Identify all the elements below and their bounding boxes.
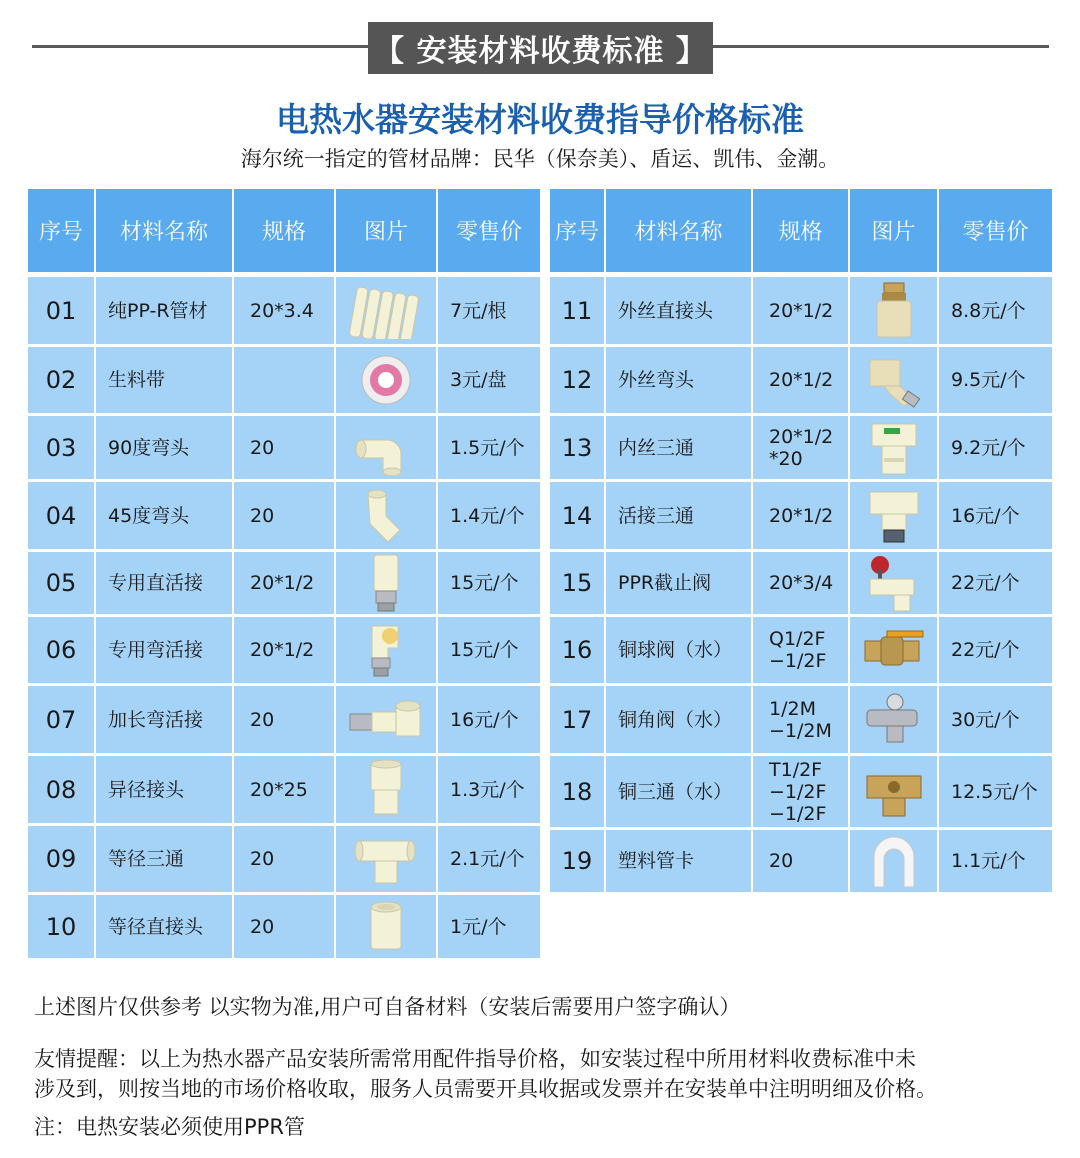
material-name: 异径接头 — [96, 756, 234, 826]
section-banner: 【 安装材料收费标准 】 — [368, 22, 713, 74]
row-number: 06 — [28, 617, 96, 686]
row-number: 04 — [28, 482, 96, 552]
header-spec: 规格 — [753, 189, 850, 277]
material-spec: 20*1/2 — [753, 277, 850, 347]
reference-note: 上述图片仅供参考 以实物为准,用户可自备材料（安装后需要用户签字确认） — [34, 995, 741, 1019]
table-row — [550, 830, 1052, 895]
header-spec: 规格 — [234, 189, 336, 277]
row-number: 13 — [550, 416, 606, 482]
material-spec: 20*1/2 — [234, 552, 336, 617]
material-spec: 20*25 — [234, 756, 336, 826]
footnote: 注：电热安装必须使用PPR管 — [34, 1115, 305, 1139]
row-number: 03 — [28, 416, 96, 482]
retail-price: 1.1元/个 — [939, 830, 1052, 895]
elbow-45-icon — [336, 482, 438, 552]
row-number: 15 — [550, 552, 606, 617]
table-row — [28, 686, 540, 756]
row-number: 19 — [550, 830, 606, 895]
material-spec: 20*1/2 — [753, 347, 850, 416]
retail-price: 9.2元/个 — [939, 416, 1052, 482]
ball-valve-icon — [850, 617, 939, 686]
material-spec: 20*3.4 — [234, 277, 336, 347]
material-name: 铜角阀（水） — [606, 686, 753, 756]
male-coupling-icon — [850, 277, 939, 347]
material-spec: 20*1/2 — [234, 617, 336, 686]
table-row — [28, 756, 540, 826]
retail-price: 12.5元/个 — [939, 756, 1052, 830]
table-row — [550, 347, 1052, 416]
retail-price: 16元/个 — [939, 482, 1052, 552]
price-table-right-body — [550, 277, 1052, 895]
stop-valve-icon — [850, 552, 939, 617]
material-spec: 20*1/2 *20 — [753, 416, 850, 482]
row-number: 08 — [28, 756, 96, 826]
material-spec: 20 — [234, 686, 336, 756]
pipe-clip-icon — [850, 830, 939, 895]
material-name: 生料带 — [96, 347, 234, 416]
coupling-icon — [336, 895, 438, 961]
row-number: 02 — [28, 347, 96, 416]
angle-valve-icon — [850, 686, 939, 756]
row-number: 07 — [28, 686, 96, 756]
retail-price: 30元/个 — [939, 686, 1052, 756]
material-spec: 20*3/4 — [753, 552, 850, 617]
material-spec: 20 — [234, 482, 336, 552]
table-row — [28, 617, 540, 686]
header-name: 材料名称 — [606, 189, 753, 277]
material-spec: 20 — [234, 895, 336, 961]
header-name: 材料名称 — [96, 189, 234, 277]
elbow-union-icon — [336, 617, 438, 686]
retail-price: 8.8元/个 — [939, 277, 1052, 347]
elbow-90-icon — [336, 416, 438, 482]
material-name: 外丝直接头 — [606, 277, 753, 347]
table-row — [28, 347, 540, 416]
material-name: 专用直活接 — [96, 552, 234, 617]
table-row — [28, 552, 540, 617]
material-name: 外丝弯头 — [606, 347, 753, 416]
table-row — [28, 416, 540, 482]
retail-price: 3元/盘 — [438, 347, 540, 416]
material-name: PPR截止阀 — [606, 552, 753, 617]
reminder-line-1: 友情提醒：以上为热水器产品安装所需常用配件指导价格，如安装过程中所用材料收费标准中未 — [34, 1047, 916, 1071]
table-header-row — [28, 189, 540, 277]
price-table-left-body — [28, 277, 540, 961]
material-name: 90度弯头 — [96, 416, 234, 482]
row-number: 17 — [550, 686, 606, 756]
pipe-icon — [336, 277, 438, 347]
row-number: 12 — [550, 347, 606, 416]
table-row — [550, 552, 1052, 617]
material-name: 等径三通 — [96, 826, 234, 895]
material-name: 内丝三通 — [606, 416, 753, 482]
table-row — [550, 482, 1052, 552]
row-number: 14 — [550, 482, 606, 552]
material-spec: T1/2F −1/2F −1/2F — [753, 756, 850, 830]
header-image: 图片 — [850, 189, 939, 277]
tee-icon — [336, 826, 438, 895]
material-spec: 20 — [234, 416, 336, 482]
material-name: 专用弯活接 — [96, 617, 234, 686]
retail-price: 1.5元/个 — [438, 416, 540, 482]
retail-price: 22元/个 — [939, 617, 1052, 686]
material-spec: 1/2M −1/2M — [753, 686, 850, 756]
row-number: 05 — [28, 552, 96, 617]
material-spec: 20*1/2 — [753, 482, 850, 552]
male-elbow-icon — [850, 347, 939, 416]
material-name: 45度弯头 — [96, 482, 234, 552]
price-table-right — [550, 189, 1052, 895]
page-title: 电热水器安装材料收费指导价格标准 — [276, 100, 804, 139]
tape-icon — [336, 347, 438, 416]
row-number: 10 — [28, 895, 96, 961]
retail-price: 1元/个 — [438, 895, 540, 961]
header-price: 零售价 — [939, 189, 1052, 277]
retail-price: 2.1元/个 — [438, 826, 540, 895]
header-price: 零售价 — [438, 189, 540, 277]
table-row — [28, 482, 540, 552]
table-header-row — [550, 189, 1052, 277]
material-name: 塑料管卡 — [606, 830, 753, 895]
retail-price: 1.4元/个 — [438, 482, 540, 552]
material-name: 活接三通 — [606, 482, 753, 552]
retail-price: 1.3元/个 — [438, 756, 540, 826]
row-number: 09 — [28, 826, 96, 895]
table-row — [28, 826, 540, 895]
retail-price: 15元/个 — [438, 552, 540, 617]
material-name: 加长弯活接 — [96, 686, 234, 756]
material-spec — [234, 347, 336, 416]
table-row — [550, 277, 1052, 347]
reminder-line-2: 涉及到，则按当地的市场价格收取，服务人员需要开具收据或发票并在安装单中注明明细及价格。 — [34, 1077, 937, 1101]
row-number: 18 — [550, 756, 606, 830]
banner-line-right — [713, 45, 1049, 48]
header-image: 图片 — [336, 189, 438, 277]
material-spec: 20 — [753, 830, 850, 895]
brass-tee-icon — [850, 756, 939, 830]
row-number: 01 — [28, 277, 96, 347]
retail-price: 16元/个 — [438, 686, 540, 756]
table-row — [28, 895, 540, 961]
header-no: 序号 — [28, 189, 96, 277]
material-spec: 20 — [234, 826, 336, 895]
banner-line-left — [32, 45, 368, 48]
retail-price: 15元/个 — [438, 617, 540, 686]
table-row — [550, 686, 1052, 756]
material-name: 铜球阀（水） — [606, 617, 753, 686]
straight-union-icon — [336, 552, 438, 617]
table-row — [550, 416, 1052, 482]
material-spec: Q1/2F −1/2F — [753, 617, 850, 686]
brand-subtitle: 海尔统一指定的管材品牌：民华（保奈美）、盾运、凯伟、金潮。 — [240, 147, 840, 171]
header-no: 序号 — [550, 189, 606, 277]
table-row — [550, 756, 1052, 830]
female-tee-icon — [850, 416, 939, 482]
union-tee-icon — [850, 482, 939, 552]
material-name: 等径直接头 — [96, 895, 234, 961]
material-name: 纯PP-R管材 — [96, 277, 234, 347]
long-elbow-union-icon — [336, 686, 438, 756]
material-name: 铜三通（水） — [606, 756, 753, 830]
retail-price: 9.5元/个 — [939, 347, 1052, 416]
row-number: 16 — [550, 617, 606, 686]
reducer-icon — [336, 756, 438, 826]
price-table-left — [28, 189, 540, 961]
table-row — [28, 277, 540, 347]
retail-price: 7元/根 — [438, 277, 540, 347]
table-row — [550, 617, 1052, 686]
row-number: 11 — [550, 277, 606, 347]
retail-price: 22元/个 — [939, 552, 1052, 617]
